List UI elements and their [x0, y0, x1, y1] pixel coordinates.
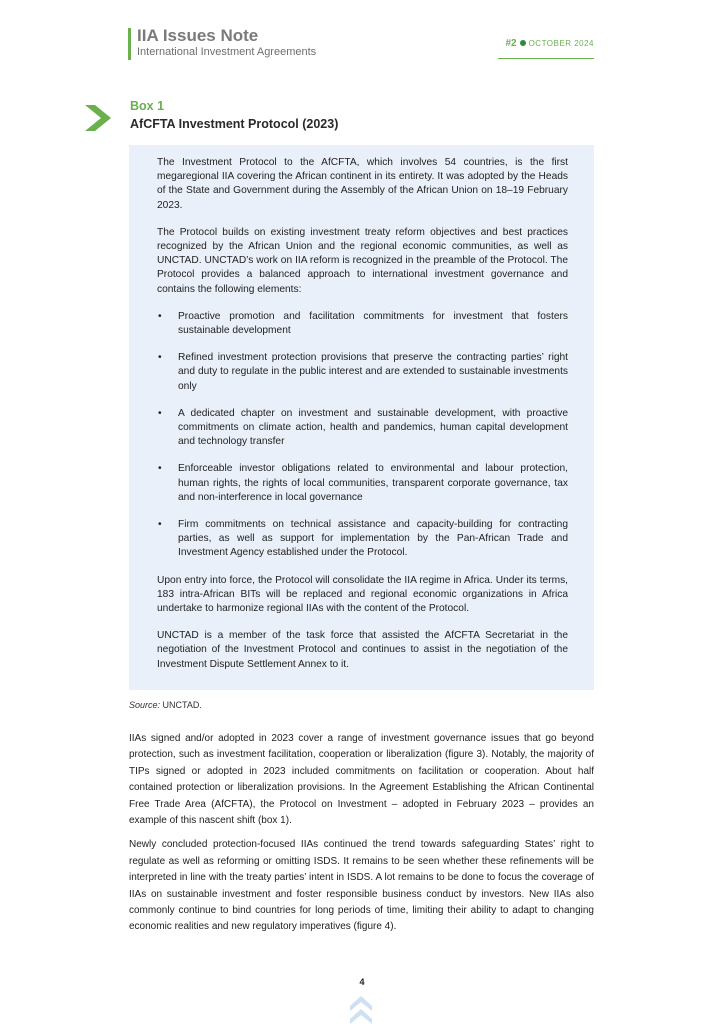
issue-underline [498, 58, 594, 59]
bullet-item [157, 407, 568, 450]
page-number: 4 [359, 977, 365, 987]
issue-date: OCTOBER 2024 [528, 39, 594, 48]
source-label: Source: [129, 700, 161, 710]
box-paragraph: Upon entry into force, the Protocol will consolidate the IIA regime in Africa. Under its terms, 183 intra-African BITs will be replaced and regional economic organizations in Africa undertake to harmonize regional IIAs with the content of the Protocol. [157, 574, 568, 615]
issue-dot-icon [520, 40, 526, 46]
box-bullet-list [157, 310, 568, 561]
bullet-icon: • [158, 407, 162, 419]
bullet-item [157, 518, 568, 561]
box-paragraph: The Protocol builds on existing investment treaty reform objectives and best practices recognized by the African Union and the regional economic communities, as well as UNCTAD. UNCTAD’s work on IIA reform is recognized in the preamble of the Protocol. The Protocol provides a balanced approach to international investment governance and contains the following elements: [157, 226, 568, 295]
bullet-text: Refined investment protection provisions that preserve the contracting parties’ right and duty to regulate in the public interest and are extended to sustainable investments only [178, 352, 568, 392]
box-title: AfCFTA Investment Protocol (2023) [130, 117, 339, 131]
box-source [129, 700, 202, 710]
bullet-text: Firm commitments on technical assistance and capacity-building for contracting parties, as well as support for implementation by the Pan-African Trade and Investment Agency established under the Protocol. [178, 519, 568, 559]
bullet-item [157, 351, 568, 394]
chevron-right-icon [85, 105, 111, 131]
bullet-item [157, 462, 568, 505]
box-label: Box 1 [130, 99, 165, 113]
box-paragraph: The Investment Protocol to the AfCFTA, which involves 54 countries, is the first megaregional IIA covering the African continent in its entirety. It was adopted by the Heads of the State and Government during the Assembly of the African Union on 18–19 February 2023. [157, 157, 568, 211]
box-paragraph: UNCTAD is a member of the task force that assisted the AfCFTA Secretariat in the negotiation of the Investment Protocol and continues to assist in the negotiation of the Investment Dispute Settlement Annex to it. [157, 630, 568, 670]
body-text [129, 731, 594, 944]
source-value: UNCTAD. [162, 700, 202, 710]
bullet-text: Proactive promotion and facilitation commitments for investment that fosters sustainable development [178, 310, 568, 337]
bullet-item [157, 310, 568, 338]
header-subtitle: International Investment Agreements [137, 46, 317, 58]
bullet-icon: • [158, 519, 162, 531]
bullet-text: A dedicated chapter on investment and sustainable development, with proactive commitments on climate action, health and pandemics, human capital development and technology transfer [178, 407, 568, 448]
box-panel [129, 145, 594, 690]
header-accent-bar [128, 28, 131, 60]
body-paragraph: Newly concluded protection-focused IIAs continued the trend towards safeguarding States’ right to regulate as well as reforming or omitting ISDS. It remains to be seen whether these refinements will be interpreted in line with the treaty parties’ intent in ISDS. A lot remains to be done to focus the coverage of IIAs on sustainable investment and foster responsible business conduct by investors. New IIAs also commonly continue to bind countries for long periods of time, limiting their ability to adapt to changing economic realities and new regulatory imperatives (figure 4). [129, 839, 594, 933]
bullet-icon: • [158, 310, 162, 322]
bullet-icon: • [158, 463, 162, 475]
issue-number: #2 [505, 38, 517, 49]
scroll-to-top-icon[interactable] [350, 994, 372, 1024]
document-header [128, 28, 594, 60]
header-title: IIA Issues Note [137, 26, 259, 45]
box-content [157, 156, 568, 685]
bullet-icon: • [158, 352, 162, 364]
body-paragraph: IIAs signed and/or adopted in 2023 cover a range of investment governance issues that go beyond protection, such as investment facilitation, cooperation or liberalization (figure 3). Notably, the majority of TIPs signed or adopted in 2023 included commitments on facilitation or cooperation. About half contained protection or liberalization provisions. In the Agreement Establishing the African Continental Free Trade Area (AfCFTA), the Protocol on Investment – adopted in February 2023 – provides an example of this nascent shift (box 1). [129, 733, 594, 827]
issue-info [505, 38, 594, 49]
bullet-text: Enforceable investor obligations related to environmental and labour protection, human rights, the rights of local communities, transparent corporate governance, tax and non-interference in local governance [178, 463, 568, 503]
